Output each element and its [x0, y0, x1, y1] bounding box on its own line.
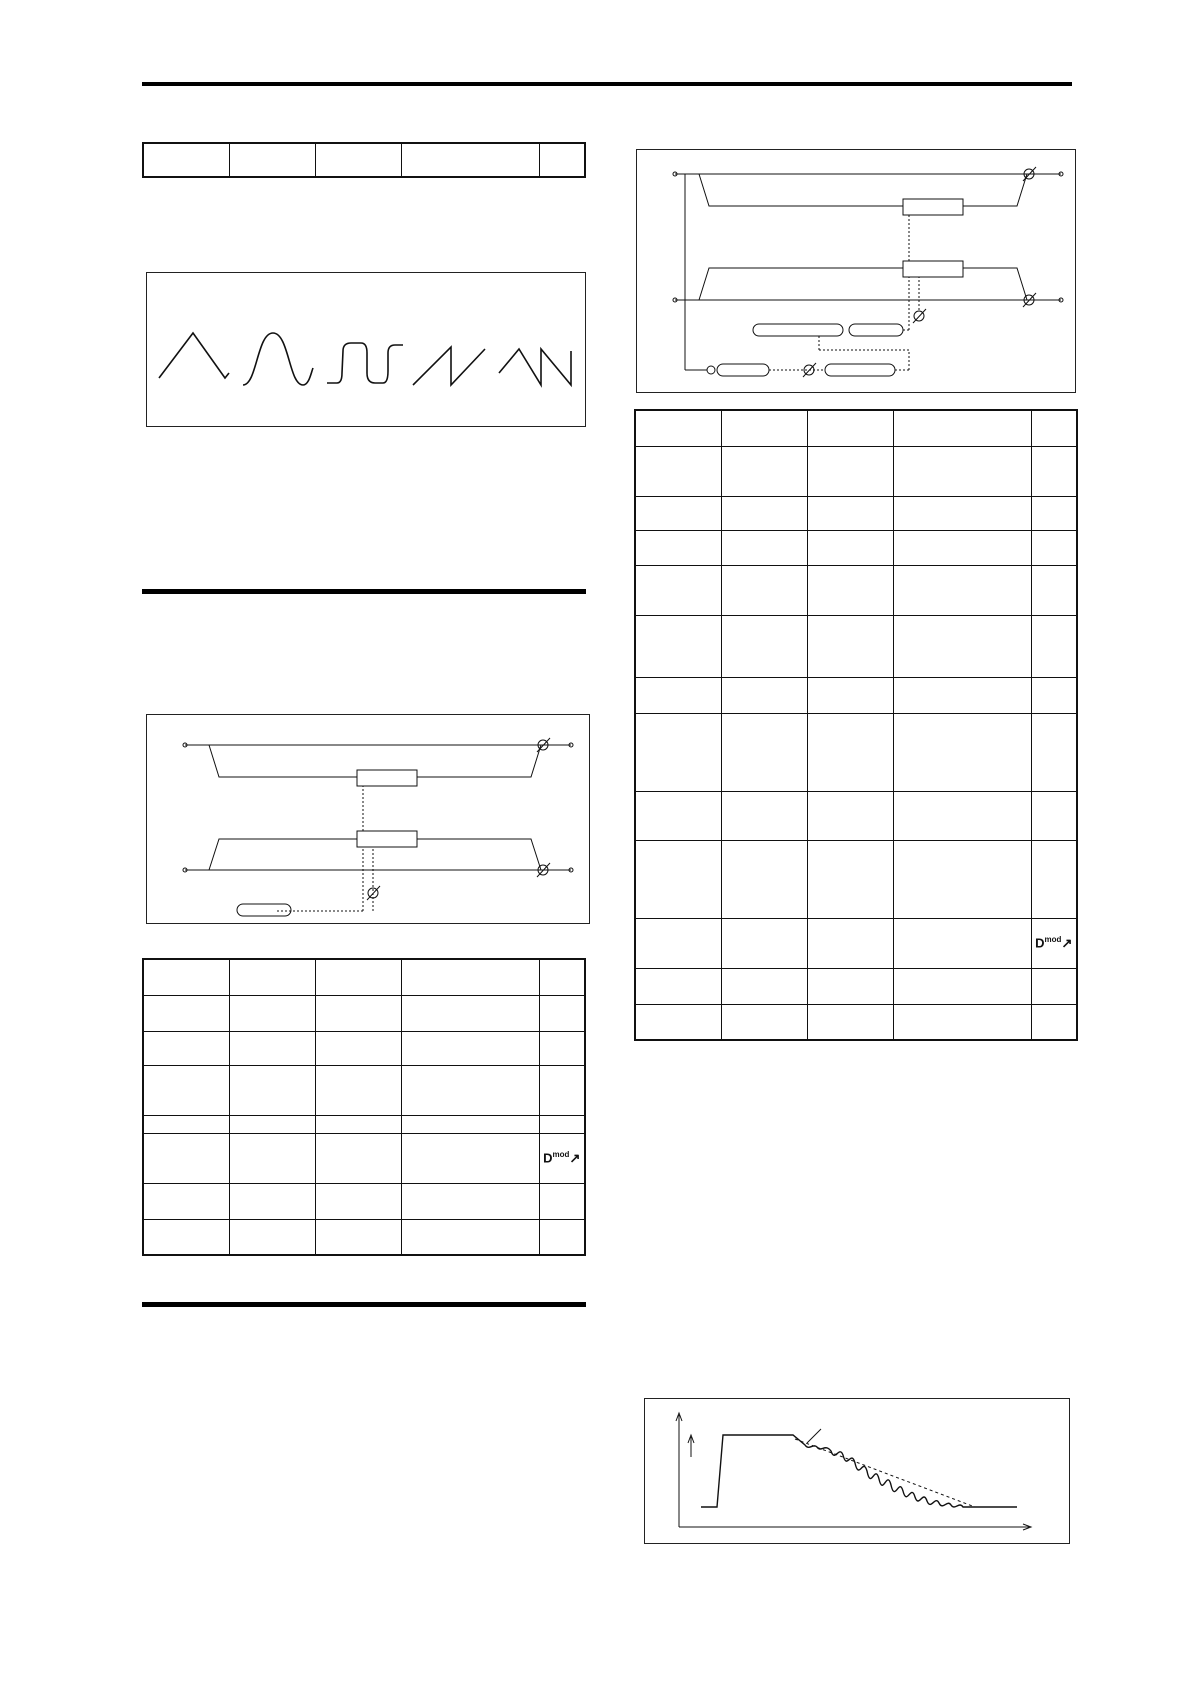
table-cell [635, 713, 721, 791]
table-cell [893, 713, 1031, 791]
table-cell [807, 840, 893, 918]
table-cell [1031, 713, 1077, 791]
table-cell [229, 1115, 315, 1133]
table-cell [143, 1183, 229, 1219]
table-cell [315, 1065, 401, 1115]
table-cell [539, 1115, 585, 1133]
table-cell [635, 410, 721, 446]
table-cell [893, 615, 1031, 677]
table-cell [721, 615, 807, 677]
table-cell [807, 713, 893, 791]
table-cell [893, 496, 1031, 530]
table-cell [1031, 791, 1077, 840]
table-cell [893, 410, 1031, 446]
table-cell [635, 565, 721, 615]
table-cell [807, 1004, 893, 1040]
table-cell [635, 968, 721, 1004]
dmod-icon: $D^{mod}↗$ [1035, 934, 1073, 951]
section-rule [142, 1302, 586, 1307]
table-cell [315, 959, 401, 995]
table-cell [143, 143, 229, 177]
table-cell [1031, 530, 1077, 565]
table-cell [401, 1031, 539, 1065]
table-cell [539, 1065, 585, 1115]
table-cell [807, 791, 893, 840]
lfo-box [237, 904, 291, 916]
table-cell [143, 1115, 229, 1133]
table-cell [401, 1065, 539, 1115]
table-cell [143, 995, 229, 1031]
waveform-diagram [147, 273, 585, 426]
table-cell [143, 1031, 229, 1065]
dmod-icon: $D^{mod}↗$ [543, 1149, 581, 1166]
table-cell [721, 791, 807, 840]
processor-box-bottom [903, 261, 963, 277]
section-rule [142, 589, 586, 594]
table-cell [539, 959, 585, 995]
table-cell [539, 1031, 585, 1065]
table-cell [315, 1115, 401, 1133]
table-cell [635, 677, 721, 713]
table-cell [721, 446, 807, 496]
envelope-curve [701, 1435, 1017, 1507]
table-cell [635, 840, 721, 918]
table-cell [1031, 410, 1077, 446]
mod-box [849, 324, 903, 336]
table-cell [315, 1183, 401, 1219]
table-cell [1031, 615, 1077, 677]
table-cell [721, 677, 807, 713]
table-cell [893, 565, 1031, 615]
signal-flow-diagram [637, 150, 1075, 392]
table-cell [143, 959, 229, 995]
table-cell [635, 791, 721, 840]
table-cell [807, 677, 893, 713]
table-cell [539, 1133, 585, 1183]
envelope-box [717, 364, 769, 376]
envelope-graph-panel [644, 1398, 1070, 1544]
table-cell [539, 1183, 585, 1219]
table-cell [893, 530, 1031, 565]
table-cell [315, 995, 401, 1031]
table-cell [807, 446, 893, 496]
table-cell [143, 1133, 229, 1183]
table-cell [229, 1065, 315, 1115]
table-cell [315, 1219, 401, 1255]
table-cell [721, 918, 807, 968]
table-cell [401, 1219, 539, 1255]
signal-flow-diagram [147, 715, 589, 923]
table-cell [1031, 677, 1077, 713]
table-cell [539, 143, 585, 177]
table-cell [401, 1183, 539, 1219]
table-cell [635, 918, 721, 968]
header-rule [142, 82, 1072, 86]
sine-wave [243, 333, 313, 385]
table-cell [635, 1004, 721, 1040]
table-cell [229, 143, 315, 177]
table-cell [807, 530, 893, 565]
param-table-left [142, 958, 586, 1256]
table-cell [807, 615, 893, 677]
processor-box-top [903, 199, 963, 215]
table-cell [143, 1065, 229, 1115]
table-cell [1031, 565, 1077, 615]
table-cell [1031, 496, 1077, 530]
waveform-param-table [142, 142, 586, 178]
table-cell [635, 530, 721, 565]
table-cell [807, 918, 893, 968]
table-cell [893, 840, 1031, 918]
table-cell [807, 968, 893, 1004]
processor-box-bottom [357, 831, 417, 847]
table-cell [401, 995, 539, 1031]
table-cell [229, 995, 315, 1031]
table-cell [807, 496, 893, 530]
square-wave [327, 343, 403, 383]
table-cell [1031, 840, 1077, 918]
table-cell [721, 968, 807, 1004]
table-cell [721, 1004, 807, 1040]
table-cell [1031, 446, 1077, 496]
saw-up-wave [413, 347, 485, 385]
table-cell [401, 959, 539, 995]
table-cell [635, 446, 721, 496]
table-cell [635, 615, 721, 677]
table-cell [893, 446, 1031, 496]
table-cell [893, 918, 1031, 968]
table-cell [229, 959, 315, 995]
processor-box-top [357, 770, 417, 786]
table-cell [229, 1031, 315, 1065]
triangle-wave [159, 333, 229, 378]
table-cell [807, 410, 893, 446]
param-table-right [634, 409, 1078, 1041]
table-cell [1031, 1004, 1077, 1040]
lfo-box [753, 324, 843, 336]
lfo-waveform-panel [146, 272, 586, 427]
table-cell [401, 1115, 539, 1133]
table-cell [721, 565, 807, 615]
table-cell [539, 1219, 585, 1255]
saw-down-wave [499, 349, 571, 385]
table-cell [315, 1031, 401, 1065]
table-cell [539, 995, 585, 1031]
table-cell [1031, 918, 1077, 968]
table-cell [893, 968, 1031, 1004]
table-cell [721, 530, 807, 565]
table-cell [721, 840, 807, 918]
table-cell [401, 1133, 539, 1183]
block-diagram-left [146, 714, 590, 924]
table-cell [315, 143, 401, 177]
table-cell [721, 410, 807, 446]
table-cell [229, 1183, 315, 1219]
table-cell [229, 1219, 315, 1255]
table-cell [635, 496, 721, 530]
table-cell [807, 565, 893, 615]
table-cell [893, 677, 1031, 713]
table-cell [1031, 968, 1077, 1004]
table-cell [315, 1133, 401, 1183]
block-diagram-right [636, 149, 1076, 393]
table-cell [401, 143, 539, 177]
table-cell [721, 713, 807, 791]
envelope-graph [645, 1399, 1069, 1543]
table-cell [229, 1133, 315, 1183]
table-cell [893, 1004, 1031, 1040]
table-cell [721, 496, 807, 530]
sweep-box [825, 364, 895, 376]
table-cell [893, 791, 1031, 840]
table-cell [143, 1219, 229, 1255]
